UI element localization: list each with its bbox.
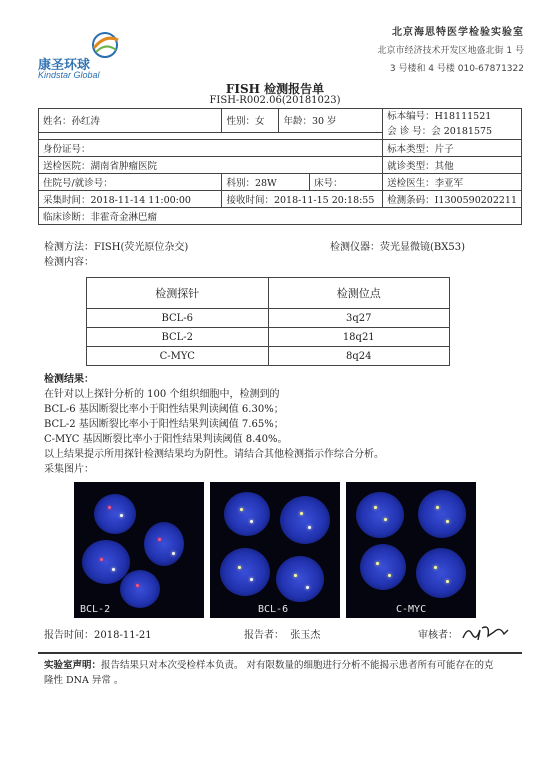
patient-info-table (38, 108, 522, 225)
fish-signal (388, 574, 391, 577)
table-header-row (87, 278, 450, 309)
sending-doctor: 送检医生：李亚军 (383, 174, 522, 191)
statement-text-2: 隆性 DNA 异常 。 (44, 675, 124, 686)
images-label: 采集图片： (44, 464, 94, 475)
bed-no: 床号： (310, 174, 383, 191)
table-row (87, 328, 450, 347)
nucleus-shape (418, 490, 466, 538)
reviewer: 审核者： (418, 630, 458, 641)
fish-signal (100, 558, 103, 561)
image-label: C-MYC (396, 604, 427, 615)
inpatient-no: 住院号/就诊号： (39, 174, 222, 191)
nucleus-shape (94, 494, 136, 534)
patient-gender: 性别：女 (222, 109, 279, 133)
lab-info (294, 26, 524, 76)
fish-signal (434, 566, 437, 569)
image-label: BCL-2 (80, 604, 111, 615)
consult-no: 会 诊 号：会 20181575 (387, 126, 493, 137)
probe-locus: 3q27 (268, 309, 450, 328)
sample-type: 标本类型：片子 (383, 140, 522, 157)
fish-signal (172, 552, 175, 555)
report-time: 报告时间：2018-11-21 (44, 630, 152, 641)
fish-signal (374, 506, 377, 509)
sample-no: 标本编号：H18111521 (387, 111, 492, 122)
results-section (44, 372, 524, 477)
probe-locus: 8q24 (268, 347, 450, 366)
reporter: 报告者： 张玉杰 (244, 630, 321, 641)
visit-type: 就诊类型：其他 (383, 157, 522, 174)
footer-divider (38, 652, 522, 654)
test-instrument: 检测仪器：荧光显微镜(BX53) (330, 242, 465, 253)
lab-name: 北京海思特医学检验实验室 (392, 27, 524, 38)
patient-id-no: 身份证号： (39, 140, 383, 157)
lab-address-line-2: 3 号楼和 4 号楼 010-67871322 (389, 64, 524, 74)
results-label: 检测结果： (44, 374, 94, 385)
reviewer-signature-icon (460, 622, 510, 644)
table-row (39, 174, 522, 191)
probe-header: 检测探针 (87, 278, 269, 309)
barcode: 检测条码：I1300590202211 (383, 191, 522, 208)
fish-signal (136, 584, 139, 587)
lab-address-line-1: 北京市经济技术开发区地盛北街 1 号 (377, 46, 524, 56)
table-row (39, 157, 522, 174)
fish-signal (250, 520, 253, 523)
department: 科别：28W (222, 174, 310, 191)
test-content-label: 检测内容： (44, 257, 94, 268)
image-label: BCL-6 (258, 604, 289, 615)
fish-signal (120, 514, 123, 517)
statement-text: 报告结果只对本次受检样本负责。 对有限数量的细胞进行分析不能揭示患者所有可能存在的克 (101, 660, 494, 671)
test-method: 检测方法：FISH(荧光原位杂交) (44, 242, 189, 253)
nucleus-shape (416, 548, 466, 598)
probe-locus: 18q21 (268, 328, 450, 347)
receive-time: 接收时间：2018-11-15 20:18:55 (222, 191, 383, 208)
fish-signal (294, 574, 297, 577)
nucleus-shape (360, 544, 406, 590)
nucleus-shape (220, 548, 270, 596)
table-row (87, 309, 450, 328)
fish-image-bcl2 (74, 482, 204, 618)
collect-time: 采集时间：2018-11-14 11:00:00 (39, 191, 222, 208)
patient-name: 姓名：孙红涛 (39, 109, 222, 133)
nucleus-shape (224, 492, 270, 536)
spacer-cell (39, 132, 383, 139)
probe-table (86, 277, 450, 366)
nucleus-shape (356, 492, 404, 538)
kindstar-logo-icon (88, 30, 122, 60)
probe-name: C-MYC (87, 347, 269, 366)
fish-signal (238, 566, 241, 569)
table-row (87, 347, 450, 366)
logo-english-name: Kindstar Global (38, 70, 100, 80)
results-line: BCL-2 基因断裂比率小于阳性结果判读阈值 7.65%； (44, 419, 284, 430)
table-row (39, 208, 522, 225)
probe-name: BCL-2 (87, 328, 269, 347)
company-logo (34, 34, 134, 80)
fish-signal (300, 512, 303, 515)
results-line: C-MYC 基因断裂比率小于阳性结果判读阈值 8.40%。 (44, 434, 288, 445)
results-line: BCL-6 基因断裂比率小于阳性结果判读阈值 6.30%； (44, 404, 284, 415)
table-row (39, 140, 522, 157)
sending-hospital: 送检医院：湖南省肿瘤医院 (39, 157, 383, 174)
fish-signal (446, 520, 449, 523)
fish-signal (436, 506, 439, 509)
table-row (39, 109, 522, 133)
fish-signal (158, 538, 161, 541)
probe-name: BCL-6 (87, 309, 269, 328)
fish-signal (112, 568, 115, 571)
statement-label: 实验室声明： (44, 660, 102, 671)
table-row (39, 191, 522, 208)
fish-signal (240, 508, 243, 511)
fish-signal (306, 586, 309, 589)
fish-signal (446, 580, 449, 583)
fish-image-cmyc (346, 482, 476, 618)
nucleus-shape (144, 522, 184, 566)
report-code: FISH-R002.06(20181023) (209, 95, 341, 106)
nucleus-shape (280, 496, 330, 544)
sample-no-cell (383, 109, 522, 140)
lab-statement (44, 658, 522, 688)
fish-image-bcl6 (210, 482, 340, 618)
results-line: 以上结果提示所用探针检测结果均为阴性。请结合其他检测指示作综合分析。 (44, 449, 384, 460)
fish-signal (384, 518, 387, 521)
fish-signal (308, 526, 311, 529)
fish-signal (250, 578, 253, 581)
logo-chinese-name: 康圣环球 (38, 58, 91, 73)
report-title: FISH 检测报告单 (225, 82, 325, 96)
nucleus-shape (120, 570, 160, 608)
results-line: 在针对以上探针分析的 100 个组织细胞中，检测到的 (44, 389, 280, 400)
fish-signal (376, 562, 379, 565)
clinical-diagnosis: 临床诊断：非霍奇金淋巴瘤 (39, 208, 522, 225)
locus-header: 检测位点 (268, 278, 450, 309)
fish-signal (108, 506, 111, 509)
patient-age: 年龄：30 岁 (279, 109, 383, 133)
nucleus-shape (276, 556, 324, 602)
